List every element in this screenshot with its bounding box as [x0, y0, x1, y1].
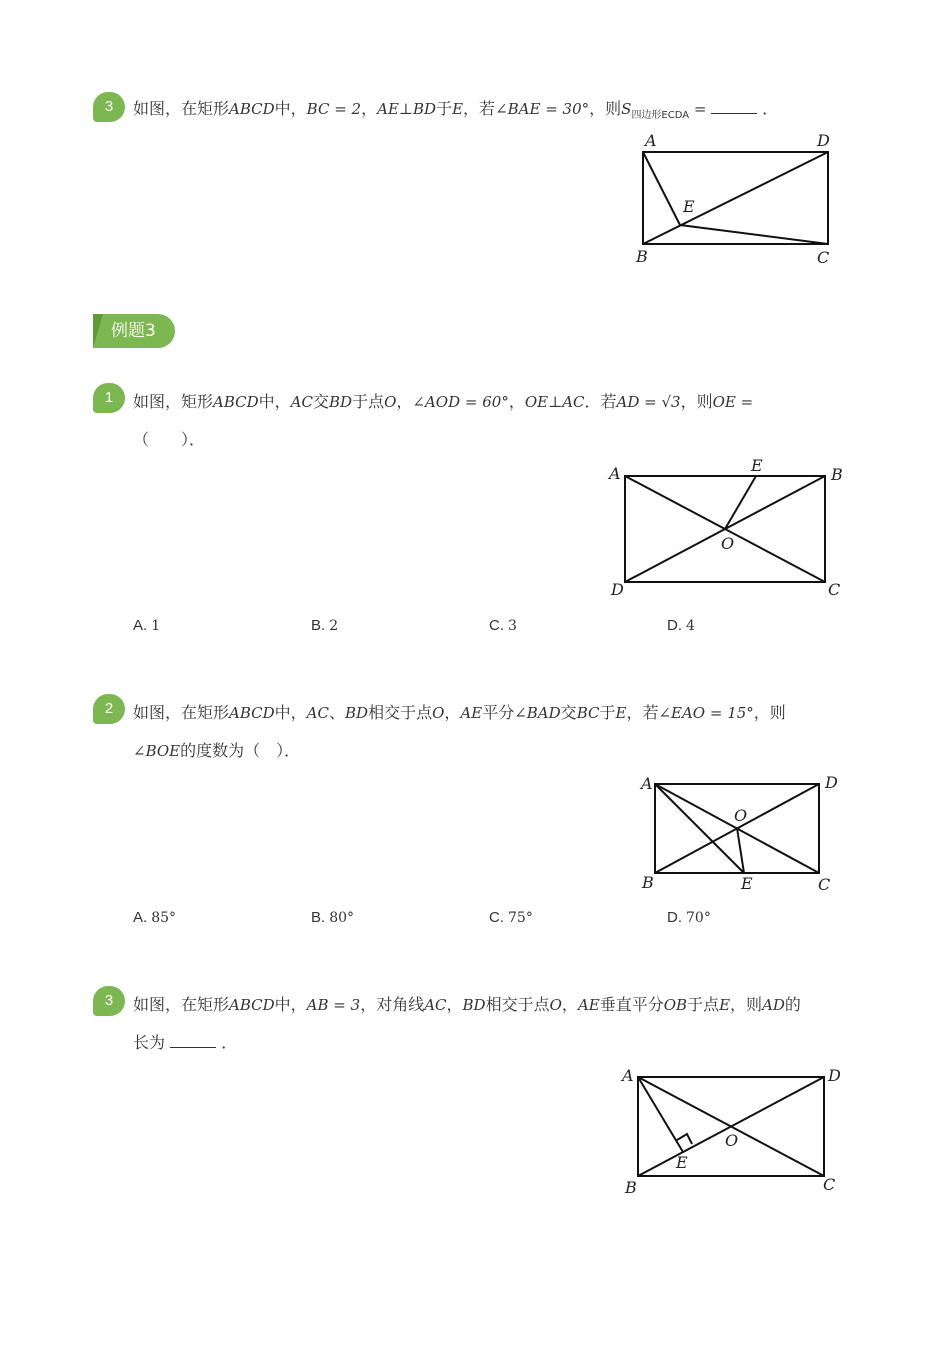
label-e: E [683, 197, 695, 216]
label-a: A [641, 774, 653, 793]
figure-rectangle-abcd [605, 456, 845, 601]
option-a[interactable]: A. 1 [133, 617, 161, 634]
question-number-badge: 2 [93, 694, 125, 724]
label-c: C [818, 875, 831, 894]
option-c[interactable]: C. 75° [489, 909, 533, 926]
question-number-badge: 1 [93, 383, 125, 413]
question-number-badge: 3 [93, 986, 125, 1016]
figure-rectangle-abcd [635, 770, 845, 900]
option-c[interactable]: C. 3 [489, 617, 517, 634]
question-text: 如图，在矩形ABCD中，AC、BD相交于点O，AE平分∠BAD交BC于E，若∠EAO = 15°，则 [133, 703, 786, 722]
option-d[interactable]: D. 4 [667, 617, 695, 634]
figure-rectangle-abcd [630, 128, 840, 268]
label-b: B [642, 873, 654, 892]
question-text: 如图，矩形ABCD中，AC交BD于点O，∠AOD = 60°，OE⊥AC．若AD = √3，则OE = [133, 392, 754, 411]
question-text-line2: ∠BOE的度数为（ ）． [133, 741, 301, 760]
label-b: B [636, 247, 648, 266]
label-b: B [831, 465, 843, 484]
question-answer-parentheses: （ ）． [133, 430, 206, 449]
option-d[interactable]: D. 70° [667, 909, 711, 926]
example-section-tab: 例题3 [93, 314, 175, 348]
question-text-line2: 长为 ． [133, 1033, 238, 1052]
option-a[interactable]: A. 85° [133, 909, 177, 926]
label-e: E [676, 1153, 688, 1172]
label-a: A [622, 1066, 634, 1085]
label-a: A [609, 464, 621, 483]
label-e: E [751, 456, 763, 475]
label-d: D [828, 1066, 841, 1085]
label-c: C [817, 248, 830, 267]
answer-blank[interactable] [711, 99, 757, 114]
label-a: A [645, 131, 657, 150]
option-b[interactable]: B. 2 [311, 617, 339, 634]
label-o: O [725, 1131, 739, 1150]
label-o: O [721, 534, 735, 553]
label-d: D [825, 773, 838, 792]
label-e: E [741, 874, 753, 893]
label-b: B [625, 1178, 637, 1197]
label-o: O [734, 806, 748, 825]
answer-blank[interactable] [170, 1033, 216, 1048]
question-number-badge: 3 [93, 92, 125, 122]
label-d: D [817, 131, 830, 150]
label-c: C [828, 580, 841, 599]
option-b[interactable]: B. 80° [311, 909, 355, 926]
figure-rectangle-abcd [615, 1060, 850, 1200]
label-c: C [823, 1175, 836, 1194]
question-text: 如图，在矩形ABCD中，AB = 3，对角线AC，BD相交于点O，AE垂直平分OB于点E，则AD的 [133, 995, 801, 1014]
question-text: 如图，在矩形ABCD中，BC = 2，AE⊥BD于E，若∠BAE = 30°，则$S_{四边形ECDA}$ = ． [133, 99, 779, 122]
label-d: D [611, 580, 624, 599]
